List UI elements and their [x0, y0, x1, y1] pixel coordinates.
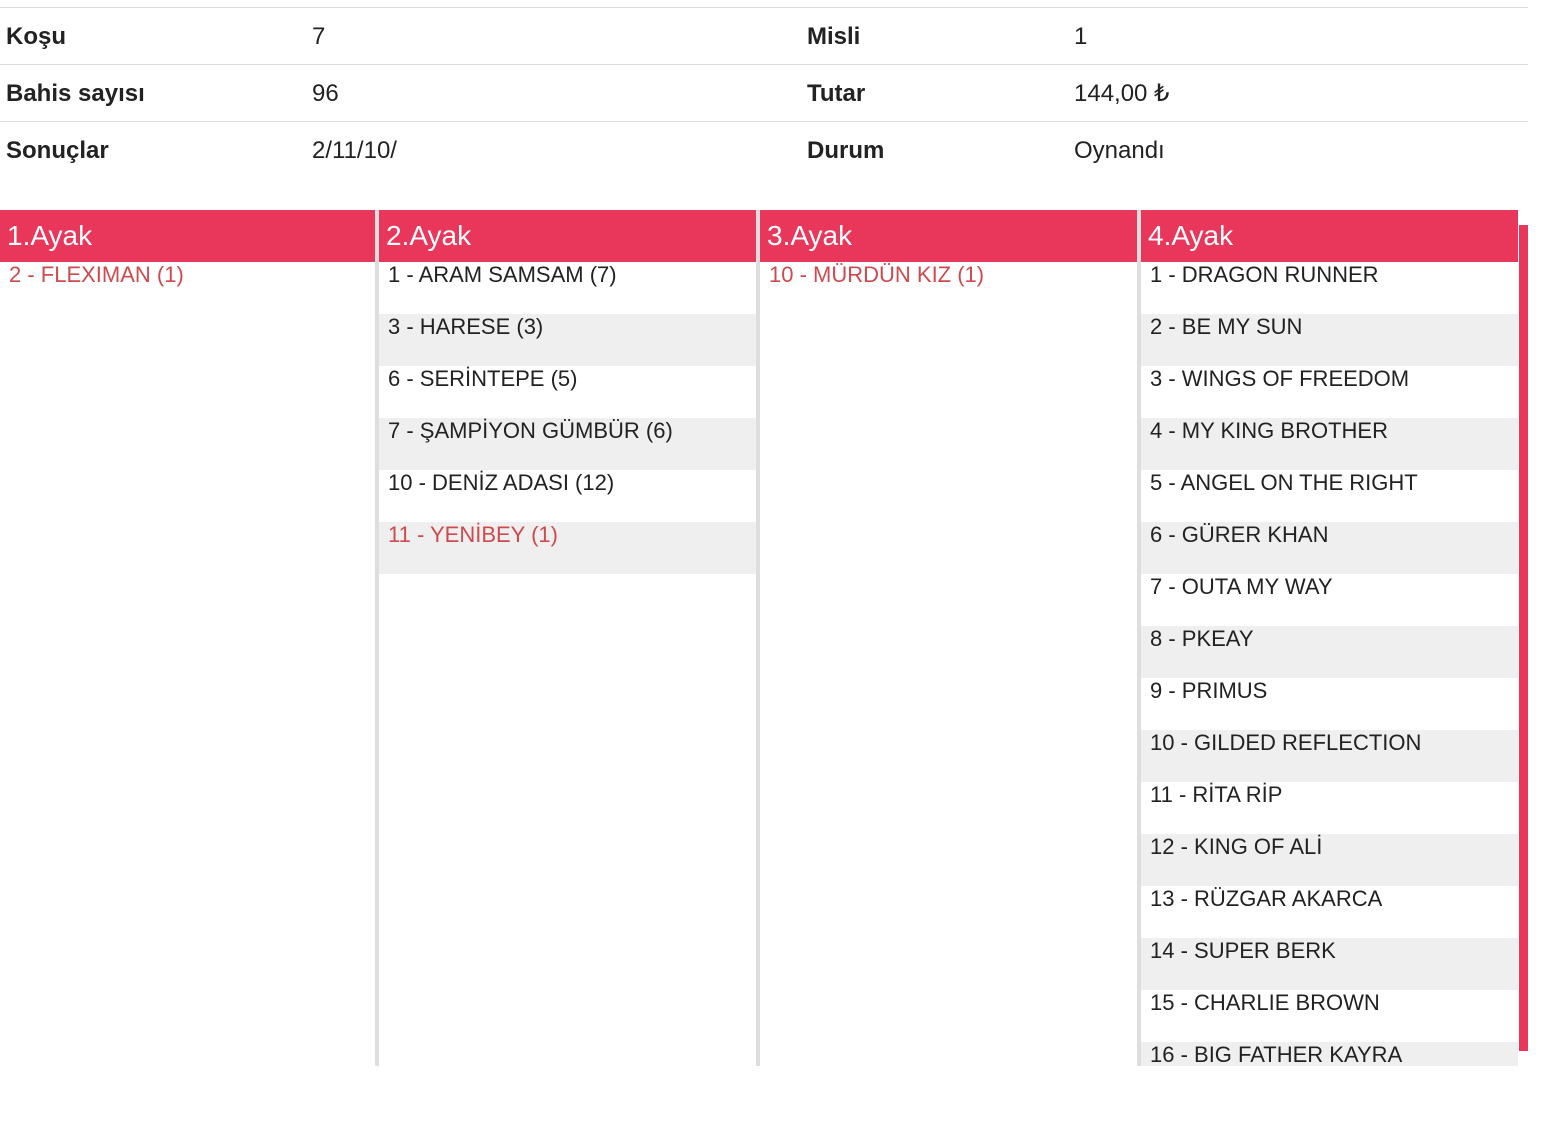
durum-label: Durum	[807, 137, 885, 164]
horse-item: 16 - BIG FATHER KAYRA	[1141, 1042, 1518, 1066]
horse-item: 7 - ŞAMPİYON GÜMBÜR (6)	[379, 418, 756, 470]
bet-summary-table	[0, 7, 1528, 178]
sonuclar-label: Sonuçlar	[6, 137, 109, 164]
horse-item: 4 - MY KING BROTHER	[1141, 418, 1518, 470]
durum-value: Oynandı	[1074, 137, 1165, 164]
leg-2-column	[379, 210, 756, 1066]
kosu-value: 7	[312, 23, 326, 50]
horse-item: 10 - DENİZ ADASI (12)	[388, 470, 615, 495]
summary-row-bahis	[0, 65, 1528, 122]
horse-item: 13 - RÜZGAR AKARCA	[1150, 886, 1383, 911]
horse-item: 5 - ANGEL ON THE RIGHT	[1150, 470, 1418, 495]
leg-1-header: 1.Ayak	[0, 210, 375, 262]
leg-4-horse-list	[1141, 262, 1518, 1066]
leg-1-column	[0, 210, 375, 1066]
leg-2-header: 2.Ayak	[379, 210, 756, 262]
tutar-value: 144,00 ₺	[1074, 80, 1170, 107]
horse-item: 3 - WINGS OF FREEDOM	[1150, 366, 1410, 391]
bahis-sayisi-label: Bahis sayısı	[6, 80, 145, 107]
leg-3-horse-list	[760, 262, 1137, 314]
horse-item: 2 - BE MY SUN	[1141, 314, 1518, 366]
tutar-label: Tutar	[807, 80, 866, 107]
winning-horse-item: 11 - YENİBEY (1)	[379, 522, 756, 574]
legs-container	[0, 210, 1546, 1066]
kosu-label: Koşu	[6, 23, 66, 50]
scrollbar[interactable]	[1519, 225, 1528, 1051]
horse-item: 11 - RİTA RİP	[1150, 782, 1283, 807]
horse-item: 14 - SUPER BERK	[1141, 938, 1518, 990]
misli-value: 1	[1074, 23, 1088, 50]
horse-item: 9 - PRIMUS	[1150, 678, 1268, 703]
leg-2-horse-list	[379, 262, 756, 574]
sonuclar-value: 2/11/10/	[312, 137, 397, 164]
horse-item: 1 - ARAM SAMSAM (7)	[388, 262, 617, 287]
winning-horse-item: 2 - FLEXIMAN (1)	[9, 262, 184, 287]
horse-item: 7 - OUTA MY WAY	[1150, 574, 1333, 599]
winning-horse-item: 10 - MÜRDÜN KIZ (1)	[769, 262, 985, 287]
horse-item: 3 - HARESE (3)	[379, 314, 756, 366]
horse-item: 8 - PKEAY	[1141, 626, 1518, 678]
leg-3-header: 3.Ayak	[760, 210, 1137, 262]
horse-item: 6 - SERİNTEPE (5)	[388, 366, 578, 391]
misli-label: Misli	[807, 23, 861, 50]
summary-row-kosu	[0, 8, 1528, 65]
summary-row-sonuclar	[0, 122, 1528, 178]
leg-4-header: 4.Ayak	[1141, 210, 1518, 262]
bahis-sayisi-value: 96	[312, 80, 339, 107]
horse-item: 1 - DRAGON RUNNER	[1150, 262, 1379, 287]
horse-item: 15 - CHARLIE BROWN	[1150, 990, 1380, 1015]
leg-1-horse-list	[0, 262, 375, 314]
horse-item: 10 - GILDED REFLECTION	[1141, 730, 1518, 782]
horse-item: 12 - KING OF ALİ	[1141, 834, 1518, 886]
horse-item: 6 - GÜRER KHAN	[1141, 522, 1518, 574]
leg-3-column	[760, 210, 1137, 1066]
leg-4-column	[1141, 210, 1518, 1066]
